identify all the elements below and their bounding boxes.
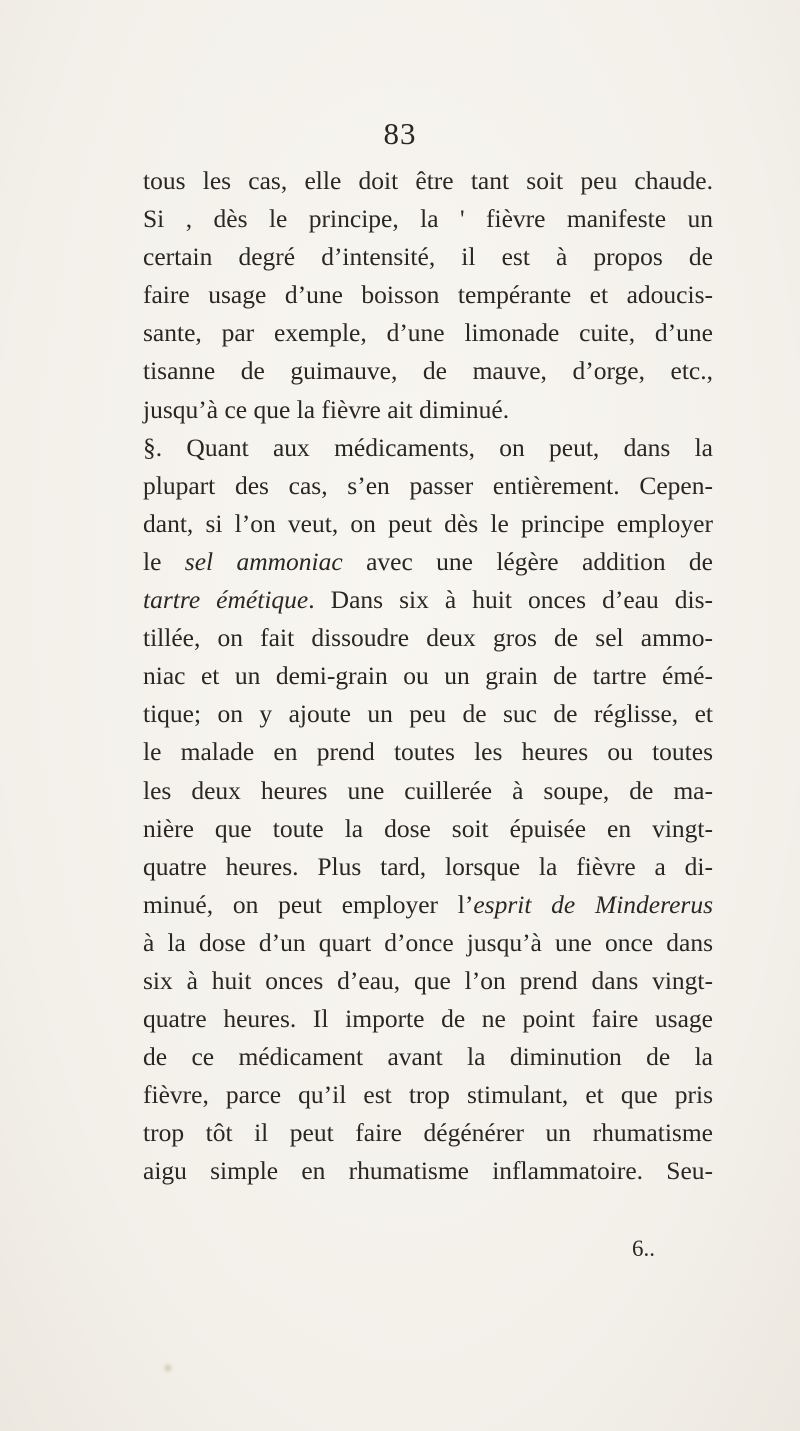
text-segment: fièvre, parce qu’il est trop stimulant, et que pris [143, 1080, 713, 1110]
text-segment: jusqu’à ce que la fièvre ait diminué. [143, 394, 510, 424]
text-line [143, 238, 713, 276]
text-line [143, 352, 713, 390]
text-line [143, 1152, 713, 1190]
text-line [143, 276, 713, 314]
text-line [143, 391, 713, 429]
text-segment: §. Quant aux médicaments, on peut, dans la [143, 432, 713, 462]
text-segment: niac et un demi-grain ou un grain de tartre émé- [143, 661, 713, 691]
text-segment: les deux heures une cuillerée à soupe, de ma- [143, 775, 713, 805]
italic-term: sel ammoniac [184, 546, 343, 576]
text-segment: le [143, 546, 185, 576]
italic-term: esprit de Mindererus [473, 889, 713, 919]
text-line [143, 314, 713, 352]
italic-term: tartre émétique [143, 585, 309, 615]
text-segment: avec une légère addition de [342, 546, 714, 576]
text-segment: aigu simple en rhumatisme inflammatoire. Seu- [143, 1156, 713, 1186]
page-number: 83 [383, 116, 417, 151]
text-segment: tisanne de guimauve, de mauve, d’orge, etc., [143, 356, 713, 386]
text-line [143, 505, 713, 543]
text-line [143, 162, 713, 200]
text-line [143, 810, 713, 848]
text-line [143, 924, 713, 962]
text-segment: sante, par exemple, d’une limonade cuite, d’une [143, 318, 713, 348]
text-line [143, 1038, 713, 1076]
text-line [143, 657, 713, 695]
text-line [143, 733, 713, 771]
text-line [143, 200, 713, 238]
text-segment: certain degré d’intensité, il est à propos de [143, 242, 713, 272]
text-line [143, 962, 713, 1000]
text-line [143, 1114, 713, 1152]
text-segment: quatre heures. Il importe de ne point faire usage [143, 1004, 713, 1034]
text-line [143, 619, 713, 657]
text-line [143, 467, 713, 505]
text-segment: quatre heures. Plus tard, lorsque la fièvre a di- [143, 851, 713, 881]
text-segment: nière que toute la dose soit épuisée en vingt- [143, 813, 713, 843]
body-text [143, 162, 713, 1191]
text-line [143, 543, 713, 581]
text-line [143, 695, 713, 733]
text-segment: le malade en prend toutes les heures ou toutes [143, 737, 713, 767]
text-line [143, 848, 713, 886]
catchword: 6.. [632, 1236, 655, 1261]
text-line [143, 886, 713, 924]
text-segment: tique; on y ajoute un peu de suc de réglisse, et [143, 699, 713, 729]
text-line [143, 1076, 713, 1114]
paper-stain [162, 1362, 174, 1374]
text-segment: tous les cas, elle doit être tant soit peu chaude. [143, 166, 713, 195]
text-segment: plupart des cas, s’en passer entièrement. Cepen- [143, 470, 713, 500]
text-segment: six à huit onces d’eau, que l’on prend dans vingt- [143, 965, 713, 995]
text-line [143, 772, 713, 810]
text-segment: . Dans six à huit onces d’eau dis- [308, 585, 714, 615]
text-segment: Si , dès le principe, la ' fièvre manifeste un [143, 204, 713, 234]
text-segment: de ce médicament avant la diminution de la [143, 1042, 713, 1072]
text-segment: tillée, on fait dissoudre deux gros de sel ammo- [143, 623, 713, 653]
text-line [143, 581, 713, 619]
text-segment: faire usage d’une boisson tempérante et adoucis- [143, 280, 713, 310]
text-segment: trop tôt il peut faire dégénérer un rhumatisme [143, 1118, 713, 1148]
text-line [143, 1000, 713, 1038]
text-line [143, 429, 713, 467]
text-segment: minué, on peut employer l’ [143, 889, 474, 919]
text-segment: dant, si l’on veut, on peut dès le principe employer [143, 508, 713, 538]
text-segment: à la dose d’un quart d’once jusqu’à une once dans [143, 927, 713, 957]
